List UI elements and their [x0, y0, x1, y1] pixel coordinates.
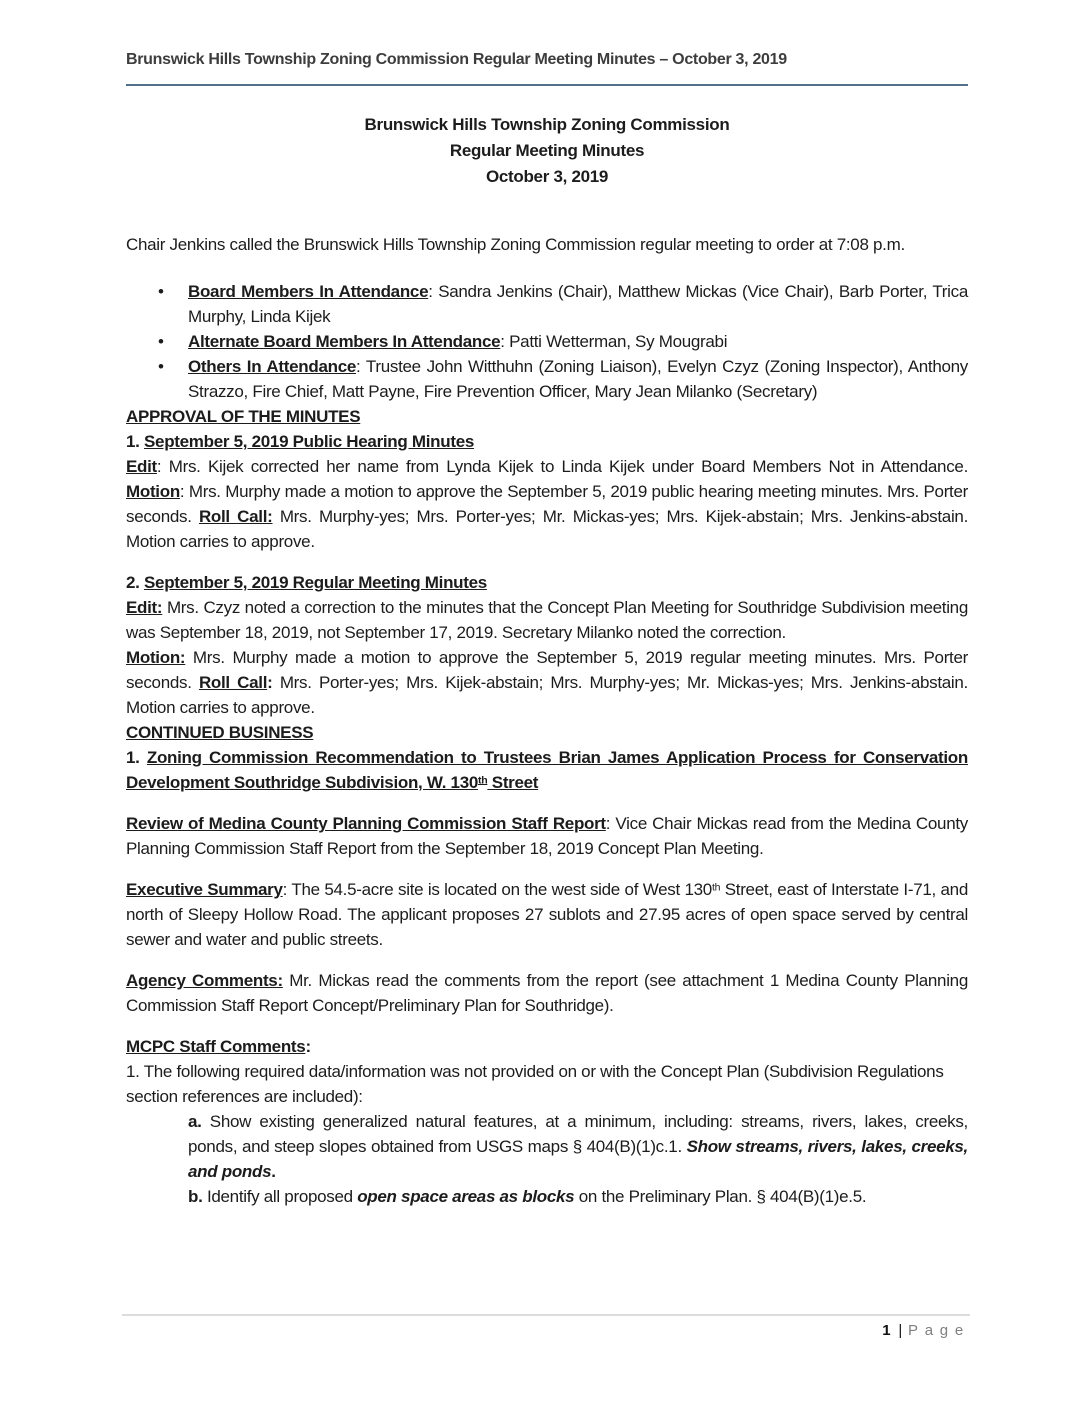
doc-title-line1: Brunswick Hills Township Zoning Commission [364, 115, 730, 134]
mcpc-item-b: b. Identify all proposed open space areas as blocks on the Preliminary Plan. § 404(B)(1)e.5. [188, 1187, 867, 1206]
approval-item1-body: Edit: Mrs. Kijek corrected her name from Lynda Kijek to Linda Kijek under Board Members Not in Attendance. Motion: Mrs. Murphy made a motion to approve the September 5, 2019 public hearing meeting minutes. Mrs. Porter seconds. Roll Call: Mrs. Murphy-yes; Mrs. Porter-yes; Mr. Mickas-yes; Mrs. Kijek-abstain; Mrs. Jenkins-abstain. Motion carries to approve. [126, 457, 968, 551]
page-header-title: Brunswick Hills Township Zoning Commission Regular Meeting Minutes – October 3, 2019 [126, 51, 787, 68]
bullet-icon: • [158, 282, 164, 301]
continued-item1-heading: 1. Zoning Commission Recommendation to Trustees Brian James Application Process for Conservation Development Southridge Subdivision, W. 130th Street [126, 748, 968, 792]
list-item-others [126, 354, 968, 404]
doc-title-line2: Regular Meeting Minutes [449, 141, 645, 160]
mcpc-staff-comments-heading: MCPC Staff Comments: [126, 1037, 311, 1056]
executive-summary-paragraph: Executive Summary: The 54.5-acre site is located on the west side of West 130th Street, east of Interstate I-71, and north of Sleepy Hollow Road. The applicant proposes 27 sublots and 27.95 acres of open space served by central sewer and water and public streets. [126, 880, 968, 949]
agency-comments-paragraph: Agency Comments: Mr. Mickas read the comments from the report (see attachment 1 Medina County Planning Commission Staff Report Concept/Preliminary Plan for Southridge). [126, 971, 968, 1015]
bullet-icon: • [158, 357, 164, 376]
list-item-text: Board Members In Attendance: Sandra Jenkins (Chair), Matthew Mickas (Vice Chair), Barb Porter, Trica Murphy, Linda Kijek [188, 282, 968, 326]
mcpc-item-1: 1. The following required data/information was not provided on or with the Concept Plan (Subdivision Regulations section references are included): [126, 1062, 944, 1106]
section-heading-approval: APPROVAL OF THE MINUTES [126, 407, 361, 426]
list-item-alternate-members [126, 329, 968, 354]
page-number: 1 [882, 1322, 891, 1339]
attendance-list [126, 279, 968, 404]
approval-item2-edit: Edit: Mrs. Czyz noted a correction to the minutes that the Concept Plan Meeting for Southridge Subdivision meeting was September 18, 2019, not September 17, 2019. Secretary Milanko noted the correction. [126, 598, 968, 642]
approval-item2-motion: Motion: Mrs. Murphy made a motion to approve the September 5, 2019 regular meeting minutes. Mrs. Porter seconds. Roll Call: Mrs. Porter-yes; Mrs. Kijek-abstain; Mrs. Murphy-yes; Mr. Mickas-yes; Mrs. Jenkins-abstain. Motion carries to approve. [126, 648, 968, 717]
page-number-divider: | [898, 1322, 902, 1339]
page-label: Page [907, 1322, 970, 1339]
list-item-text: Others In Attendance: Trustee John Witthuhn (Zoning Liaison), Evelyn Czyz (Zoning Inspector), Anthony Strazzo, Fire Chief, Matt Payne, Fire Prevention Officer, Mary Jean Milanko (Secretary) [188, 357, 968, 401]
approval-item2-heading: 2. September 5, 2019 Regular Meeting Minutes [126, 573, 487, 592]
approval-item1-heading: 1. September 5, 2019 Public Hearing Minutes [126, 432, 475, 451]
header-rule [126, 84, 968, 86]
opening-paragraph: Chair Jenkins called the Brunswick Hills Township Zoning Commission regular meeting to order at 7:08 p.m. [126, 235, 905, 254]
document-title-block [126, 112, 968, 190]
page-header [126, 50, 968, 86]
list-item-board-members [126, 279, 968, 329]
doc-title-line3: October 3, 2019 [485, 167, 609, 186]
review-paragraph: Review of Medina County Planning Commission Staff Report: Vice Chair Mickas read from the Medina County Planning Commission Staff Report from the September 18, 2019 Concept Plan Meeting. [126, 814, 968, 858]
list-item-text: Alternate Board Members In Attendance: Patti Wetterman, Sy Mougrabi [188, 332, 728, 351]
footer-rule [122, 1314, 970, 1316]
page-footer [122, 1314, 970, 1341]
mcpc-item-a: a. Show existing generalized natural features, at a minimum, including: streams, rivers, lakes, creeks, ponds, and steep slopes obtained from USGS maps § 404(B)(1)c.1. Show streams, rivers, lakes, creeks, and ponds. [188, 1112, 968, 1181]
page-number-line [122, 1321, 970, 1341]
section-heading-continued-business: CONTINUED BUSINESS [126, 723, 314, 742]
bullet-icon: • [158, 332, 164, 351]
